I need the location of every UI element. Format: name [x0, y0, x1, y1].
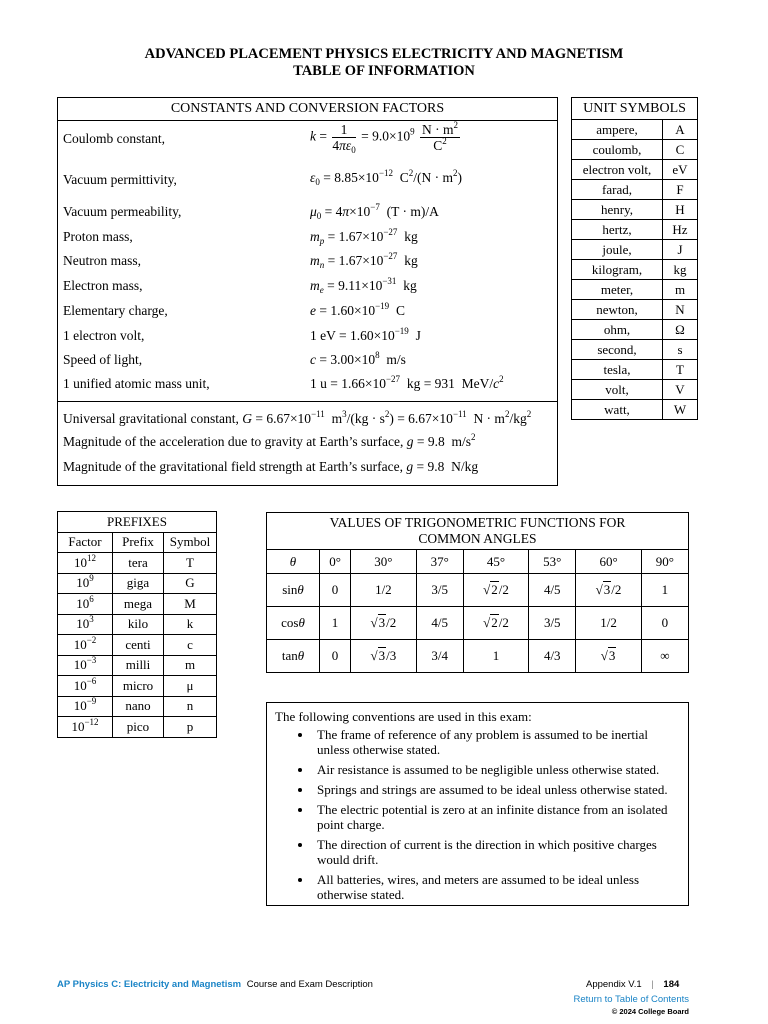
unit-row: [572, 140, 698, 160]
unit-symbol: W: [663, 400, 698, 420]
prefix-exponent: −3: [86, 655, 97, 666]
footer-ced: Course and Exam Description: [246, 979, 373, 990]
conventions-list: [275, 727, 680, 902]
gravitational-constant-row: Universal gravitational constant, $G = 6.67\times 10^{-11}$ $m^3/(kg \cdot s^2) = 6.67\times 10^{-11}$ $N \cdot m^2/kg^2$: [63, 409, 532, 426]
constant-name: Proton mass,: [63, 229, 133, 244]
prefix-exponent: −2: [86, 634, 97, 645]
unit-row: [572, 380, 698, 400]
unit-name: ampere,: [572, 120, 663, 140]
prefix-symbol: m: [164, 655, 217, 676]
trig-cell: 0: [320, 574, 351, 607]
prefix-row: [58, 655, 217, 676]
angle-header: 30°: [351, 550, 417, 574]
elementary-charge-value: $e = 1.60\times 10^{-19}$ C: [310, 301, 405, 318]
prefix-name: milli: [113, 655, 164, 676]
unit-name: coulomb,: [572, 140, 663, 160]
prefix-row: [58, 573, 217, 594]
trig-cell: 4/5: [529, 574, 576, 607]
unit-symbol: F: [663, 180, 698, 200]
trig-cell: 1/2: [351, 574, 417, 607]
prefix-factor: $10^{-9}$: [58, 696, 113, 717]
prefix-symbol: n: [164, 696, 217, 717]
neutron-mass-value: $m_n = 1.67\times 10^{-27}$ kg: [310, 251, 418, 270]
section-divider: [58, 401, 557, 402]
footer-course: [57, 979, 373, 990]
tan-label: tanθ: [267, 640, 320, 673]
unit-symbols-table: [571, 97, 698, 420]
prefix-row: [58, 635, 217, 656]
trig-cell: 1: [641, 574, 688, 607]
grav-acceleration-label: Magnitude of the acceleration due to gravity at Earth’s surface,: [63, 434, 404, 449]
footer-copyright: © 2024 College Board: [611, 1007, 689, 1016]
prefix-name: giga: [113, 573, 164, 594]
unit-row: [572, 180, 698, 200]
angle-header: 90°: [641, 550, 688, 574]
constant-name: Electron mass,: [63, 278, 143, 293]
unit-row: [572, 320, 698, 340]
convention-item: • Springs and strings are assumed to be ideal unless otherwise stated.: [313, 782, 680, 797]
prefix-symbol: G: [164, 573, 217, 594]
speed-of-light-value: $c = 3.00\times 10^8$ m/s: [310, 350, 406, 367]
unit-name: volt,: [572, 380, 663, 400]
unit-symbol: s: [663, 340, 698, 360]
proton-mass-value: $m_p = 1.67\times 10^{-27}$ kg: [310, 227, 418, 246]
constants-table: [57, 97, 558, 486]
unit-symbol: T: [663, 360, 698, 380]
constant-name: Speed of light,: [63, 352, 143, 367]
trig-cell: 1: [463, 640, 529, 673]
unit-symbol: J: [663, 240, 698, 260]
unit-symbol: m: [663, 280, 698, 300]
unit-name: ohm,: [572, 320, 663, 340]
gravity-field-row: Magnitude of the gravitational field strength at Earth’s surface, g = 9.8 N/kg: [63, 459, 479, 474]
trig-cell: 3/5: [416, 574, 463, 607]
prefix-factor: $10^3$: [58, 614, 113, 635]
unit-row: [572, 280, 698, 300]
unit-name: watt,: [572, 400, 663, 420]
footer-course-name: AP Physics C: Electricity and Magnetism: [57, 979, 242, 990]
angle-header: 60°: [576, 550, 642, 574]
trig-cell: ∞: [641, 640, 688, 673]
prefixes-col-prefix: Prefix: [113, 532, 164, 553]
electron-mass-value: $m_e = 9.11\times 10^{-31}$ kg: [310, 276, 417, 295]
convention-item: • Air resistance is assumed to be negligible unless otherwise stated.: [313, 762, 680, 777]
unit-row: [572, 160, 698, 180]
trig-cell: √2/2: [463, 607, 529, 640]
prefixes-table: [57, 511, 217, 738]
unit-row: [572, 260, 698, 280]
conventions-intro: The following conventions are used in this exam:: [275, 709, 532, 724]
trig-table: [266, 512, 689, 673]
trig-cell: √3: [576, 640, 642, 673]
angle-header: 37°: [416, 550, 463, 574]
unit-name: joule,: [572, 240, 663, 260]
prefix-row: [58, 553, 217, 574]
trig-cell: 1/2: [576, 607, 642, 640]
unit-name: electron volt,: [572, 160, 663, 180]
constant-name: Coulomb constant,: [63, 131, 165, 146]
trig-cell: 0: [320, 640, 351, 673]
unit-symbol: eV: [663, 160, 698, 180]
trig-cell: 3/5: [529, 607, 576, 640]
unit-name: hertz,: [572, 220, 663, 240]
prefix-row: [58, 614, 217, 635]
tan-row: [267, 640, 689, 673]
unit-row: [572, 300, 698, 320]
convention-item: • All batteries, wires, and meters are assumed to be ideal unless otherwise stated.: [313, 872, 680, 902]
unit-name: second,: [572, 340, 663, 360]
trig-cell: √3/2: [576, 574, 642, 607]
angle-header: 53°: [529, 550, 576, 574]
prefix-exponent: −12: [84, 716, 99, 727]
trig-cell: √2/2: [463, 574, 529, 607]
prefix-row: [58, 594, 217, 615]
prefixes-col-symbol: Symbol: [164, 532, 217, 553]
page-number: 184: [663, 979, 680, 990]
unit-row: [572, 340, 698, 360]
prefix-symbol: c: [164, 635, 217, 656]
unit-symbol: H: [663, 200, 698, 220]
cos-label: cosθ: [267, 607, 320, 640]
convention-item: • The direction of current is the direction in which positive charges would drift.: [313, 837, 680, 867]
unit-row: [572, 200, 698, 220]
constant-name: Vacuum permittivity,: [63, 172, 177, 187]
trig-cell: √3/3: [351, 640, 417, 673]
prefix-exponent: 6: [89, 593, 94, 604]
constant-name: Vacuum permeability,: [63, 204, 182, 219]
gravity-acceleration-row: Magnitude of the acceleration due to gravity at Earth’s surface, g = 9.8 $m/s^2$: [63, 432, 476, 449]
angle-header: 45°: [463, 550, 529, 574]
vacuum-permittivity-value: $\varepsilon_0 = 8.85\times 10^{-12}$ $C^2/(N \cdot m^2)$: [310, 168, 463, 187]
unit-row: [572, 360, 698, 380]
prefix-factor: $10^{-2}$: [58, 635, 113, 656]
constant-name: Neutron mass,: [63, 253, 141, 268]
prefix-name: nano: [113, 696, 164, 717]
prefix-symbol: T: [164, 553, 217, 574]
footer-separator: |: [651, 979, 654, 990]
prefix-row: [58, 696, 217, 717]
prefix-name: pico: [113, 717, 164, 738]
prefix-exponent: −6: [86, 675, 97, 686]
unit-symbol: A: [663, 120, 698, 140]
unit-name: farad,: [572, 180, 663, 200]
trig-cell: √3/2: [351, 607, 417, 640]
unit-symbol: V: [663, 380, 698, 400]
prefixes-header: PREFIXES: [58, 512, 217, 533]
unit-symbols-header: UNIT SYMBOLS: [572, 98, 698, 120]
grav-field-label: Magnitude of the gravitational field strength at Earth’s surface,: [63, 459, 404, 474]
trig-cell: 4/3: [529, 640, 576, 673]
trig-cell: 0: [641, 607, 688, 640]
unit-name: henry,: [572, 200, 663, 220]
theta-header: θ: [267, 550, 320, 574]
trig-header-line-2: COMMON ANGLES: [418, 531, 537, 546]
page-title: [0, 46, 768, 80]
convention-item: • The electric potential is zero at an infinite distance from an isolated point charge.: [313, 802, 680, 832]
unit-symbol: kg: [663, 260, 698, 280]
unit-name: tesla,: [572, 360, 663, 380]
prefix-row: [58, 717, 217, 738]
electron-volt-value: 1 eV = $1.60\times 10^{-19}$ J: [310, 326, 421, 343]
footer-appendix: [586, 979, 679, 990]
prefix-name: centi: [113, 635, 164, 656]
constant-name: Elementary charge,: [63, 303, 168, 318]
trig-cell: 3/4: [416, 640, 463, 673]
constant-name: 1 electron volt,: [63, 328, 145, 343]
prefix-factor: $10^{-6}$: [58, 676, 113, 697]
constant-name: 1 unified atomic mass unit,: [63, 376, 210, 391]
vacuum-permeability-value: $\mu_0 = 4\pi\times 10^{-7}$ (T · m)/A: [310, 202, 439, 221]
prefix-symbol: M: [164, 594, 217, 615]
unit-name: newton,: [572, 300, 663, 320]
footer-appendix-label: Appendix V.1: [586, 979, 642, 990]
unit-name: meter,: [572, 280, 663, 300]
prefix-factor: $10^6$: [58, 594, 113, 615]
prefix-factor: $10^{12}$: [58, 553, 113, 574]
constants-header: CONSTANTS AND CONVERSION FACTORS: [58, 98, 557, 121]
convention-item: • The frame of reference of any problem is assumed to be inertial unless otherwise stated.: [313, 727, 680, 757]
unit-row: [572, 220, 698, 240]
unit-symbol: Hz: [663, 220, 698, 240]
trig-header-line-1: VALUES OF TRIGONOMETRIC FUNCTIONS FOR: [329, 515, 626, 530]
prefix-row: [58, 676, 217, 697]
unit-row: [572, 400, 698, 420]
grav-constant-label: Universal gravitational constant,: [63, 411, 239, 426]
trig-header: [267, 513, 689, 550]
unit-name: kilogram,: [572, 260, 663, 280]
cos-row: [267, 607, 689, 640]
prefix-symbol: k: [164, 614, 217, 635]
unit-symbol: Ω: [663, 320, 698, 340]
title-line-2: TABLE OF INFORMATION: [293, 63, 475, 79]
prefix-exponent: 3: [89, 614, 94, 625]
prefix-exponent: −9: [86, 696, 97, 707]
prefix-factor: $10^9$: [58, 573, 113, 594]
angle-header: 0°: [320, 550, 351, 574]
prefix-symbol: μ: [164, 676, 217, 697]
atomic-mass-unit-value: 1 $u = 1.66\times 10^{-27}$ kg = 931 MeV/$c^2$: [310, 374, 504, 391]
prefix-factor: $10^{-3}$: [58, 655, 113, 676]
prefixes-col-factor: Factor: [58, 532, 113, 553]
coulomb-constant-value: k = $\frac{1}{4\pi\varepsilon_0}$ = $9.0\times 10^9$ $\frac{N \cdot m^2}{C^2}$: [310, 120, 458, 155]
prefix-exponent: 9: [89, 573, 94, 584]
prefix-name: mega: [113, 594, 164, 615]
prefix-name: kilo: [113, 614, 164, 635]
prefix-symbol: p: [164, 717, 217, 738]
prefix-exponent: 12: [87, 552, 96, 563]
return-to-toc-link[interactable]: Return to Table of Contents: [573, 994, 689, 1005]
prefix-factor: $10^{-12}$: [58, 717, 113, 738]
title-line-1: ADVANCED PLACEMENT PHYSICS ELECTRICITY AND MAGNETISM: [144, 46, 624, 62]
sin-row: [267, 574, 689, 607]
unit-symbol: C: [663, 140, 698, 160]
prefix-name: tera: [113, 553, 164, 574]
trig-cell: 1: [320, 607, 351, 640]
sin-label: sinθ: [267, 574, 320, 607]
unit-symbol: N: [663, 300, 698, 320]
trig-cell: 4/5: [416, 607, 463, 640]
conventions-box: [266, 702, 689, 906]
unit-row: [572, 240, 698, 260]
prefix-name: micro: [113, 676, 164, 697]
unit-row: [572, 120, 698, 140]
